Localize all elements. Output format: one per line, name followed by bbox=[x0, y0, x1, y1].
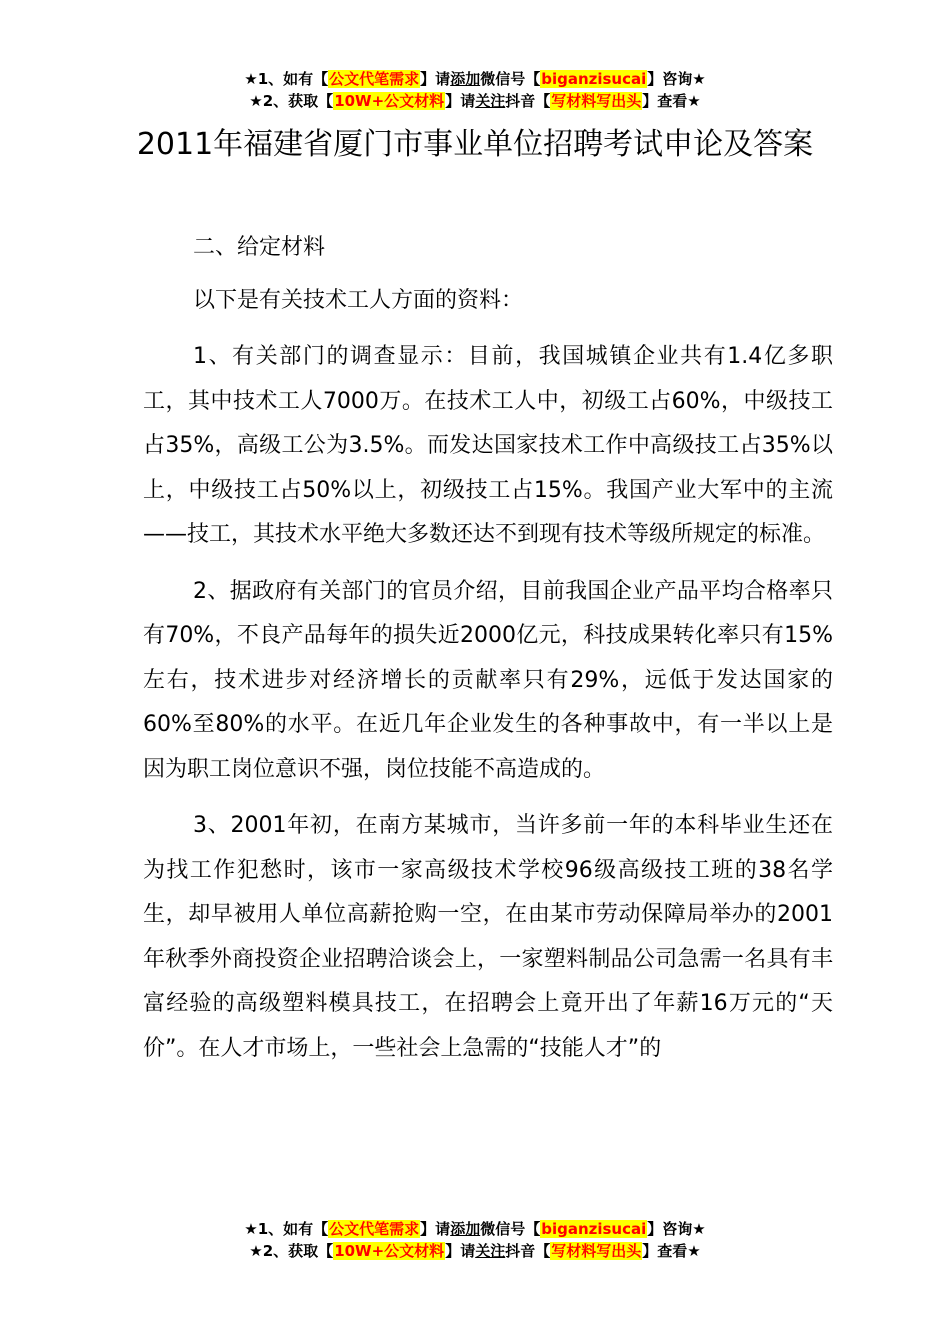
banner-underlined-text: 关注 bbox=[475, 92, 506, 110]
banner-underlined-text: 添加 bbox=[450, 1220, 481, 1238]
banner-text: 】请 bbox=[445, 1242, 476, 1260]
banner-text: 微信号【 bbox=[480, 70, 541, 88]
banner-highlight-service: 公文代笔需求 bbox=[329, 70, 420, 88]
banner-underlined-text: 添加 bbox=[450, 70, 481, 88]
banner-line-1 bbox=[0, 68, 950, 90]
paragraph: 以下是有关技术工人方面的资料： bbox=[193, 287, 524, 313]
banner-text: 】请 bbox=[420, 70, 451, 88]
banner-text: ★2、获取【 bbox=[249, 92, 334, 110]
banner-underlined-text: 关注 bbox=[475, 1242, 506, 1260]
footer-banner bbox=[0, 1218, 950, 1262]
banner-text: 微信号【 bbox=[480, 1220, 541, 1238]
banner-text: ★2、获取【 bbox=[249, 1242, 334, 1260]
document-title: 2011年福建省厦门市事业单位招聘考试申论及答案 bbox=[136, 127, 814, 162]
banner-text: 】请 bbox=[445, 92, 476, 110]
paragraph: 2、据政府有关部门的官员介绍，目前我国企业产品平均合格率只有70%，不良产品每年的损失近2000亿元，科技成果转化率只有15%左右，技术进步对经济增长的贡献率只有29%，远低于发达国家的60%至80%的水平。在近几年企业发生的各种事故中，有一半以上是因为职工岗位意识不强，岗位技能不高造成的。 bbox=[143, 578, 833, 782]
banner-highlight-wechat-id: biganzisucai bbox=[541, 70, 647, 88]
banner-line-2 bbox=[0, 1240, 950, 1262]
banner-highlight-douyin: 写材料写出头 bbox=[551, 92, 642, 110]
banner-text: ★1、如有【 bbox=[244, 1220, 329, 1238]
banner-text: 】咨询★ bbox=[647, 1220, 706, 1238]
banner-highlight-materials: 10W+公文材料 bbox=[334, 92, 445, 110]
paragraph: 3、2001年初，在南方某城市，当许多前一年的本科毕业生还在为找工作犯愁时，该市一家高级技术学校96级高级技工班的38名学生，却早被用人单位高薪抢购一空，在由某市劳动保障局举办的2001年秋季外商投资企业招聘洽谈会上，一家塑料制品公司急需一名具有丰富经验的高级塑料模具技工，在招聘会上竟开出了年薪16万元的“天价”。在人才市场上，一些社会上急需的“技能人才”的 bbox=[143, 813, 833, 1061]
banner-highlight-wechat-id: biganzisucai bbox=[541, 1220, 647, 1238]
banner-highlight-douyin: 写材料写出头 bbox=[551, 1242, 642, 1260]
banner-text: 抖音【 bbox=[505, 1242, 551, 1260]
section-heading: 二、给定材料 bbox=[193, 235, 326, 260]
banner-text: ★1、如有【 bbox=[244, 70, 329, 88]
banner-line-1 bbox=[0, 1218, 950, 1240]
banner-line-2 bbox=[0, 90, 950, 112]
paragraph: 1、有关部门的调查显示：目前，我国城镇企业共有1.4亿多职工，其中技术工人7000万。在技术工人中，初级工占60%，中级技工占35%，高级工公为3.5%。而发达国家技术工作中高级技工占35%以上，中级技工占50%以上，初级技工占15%。我国产业大军中的主流——技工，其技术水平绝大多数还达不到现有技术等级所规定的标准。 bbox=[143, 344, 833, 547]
document-body bbox=[143, 226, 833, 1083]
banner-text: 】查看★ bbox=[642, 1242, 701, 1260]
banner-highlight-service: 公文代笔需求 bbox=[329, 1220, 420, 1238]
banner-text: 】查看★ bbox=[642, 92, 701, 110]
header-banner bbox=[0, 68, 950, 112]
banner-text: 抖音【 bbox=[505, 92, 551, 110]
banner-highlight-materials: 10W+公文材料 bbox=[334, 1242, 445, 1260]
banner-text: 】咨询★ bbox=[647, 70, 706, 88]
banner-text: 】请 bbox=[420, 1220, 451, 1238]
